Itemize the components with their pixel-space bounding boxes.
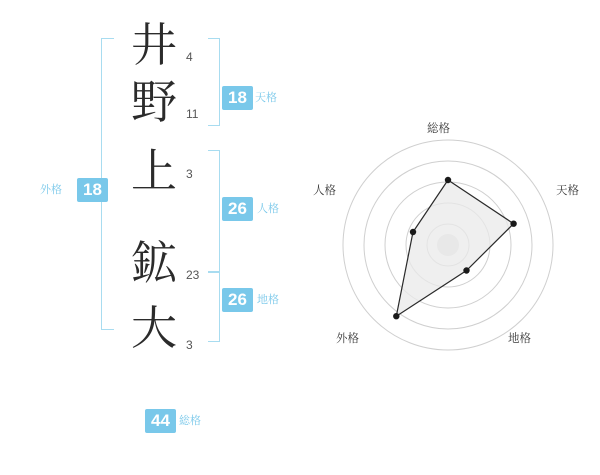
chikaku-bracket <box>208 272 220 342</box>
soukaku-value: 44 <box>145 409 176 433</box>
stroke-count-1: 4 <box>186 50 193 64</box>
radar-point-tenkaku <box>510 221 516 227</box>
kanji-char-3: 上 <box>131 144 177 198</box>
radar-chart-svg <box>300 0 600 470</box>
gaikaku-value: 18 <box>77 178 108 202</box>
stroke-count-5: 3 <box>186 338 193 352</box>
chikaku-value: 26 <box>222 288 253 312</box>
jinkaku-label: 人格 <box>257 202 279 215</box>
soukaku-label: 総格 <box>179 414 201 427</box>
radar-chart <box>300 0 600 470</box>
radar-point-jinkaku <box>410 229 416 235</box>
stroke-count-3: 3 <box>186 167 193 181</box>
kanji-char-5: 大 <box>131 301 177 355</box>
radar-label-gaikaku: 外格 <box>336 331 359 345</box>
chikaku-label: 地格 <box>257 293 279 306</box>
kanji-char-1: 井 <box>131 18 177 72</box>
stroke-count-4: 23 <box>186 268 200 282</box>
radar-point-chikaku <box>463 267 469 273</box>
kanji-char-4: 鉱 <box>131 236 177 290</box>
gaikaku-label: 外格 <box>40 183 62 196</box>
jinkaku-bracket <box>208 150 220 272</box>
kanji-char-2: 野 <box>131 75 177 129</box>
jinkaku-value: 26 <box>222 197 253 221</box>
radar-label-soukaku: 総格 <box>427 121 450 135</box>
radar-point-gaikaku <box>393 313 399 319</box>
radar-data-polygon <box>396 180 513 316</box>
tenkaku-label: 天格 <box>255 91 277 104</box>
name-stroke-panel <box>0 0 300 470</box>
radar-label-jinkaku: 人格 <box>313 183 336 197</box>
radar-label-tenkaku: 天格 <box>556 183 579 197</box>
stroke-count-2: 11 <box>186 107 199 121</box>
radar-label-chikaku: 地格 <box>508 331 531 345</box>
tenkaku-value: 18 <box>222 86 253 110</box>
tenkaku-bracket <box>208 38 220 126</box>
radar-point-soukaku <box>445 177 451 183</box>
